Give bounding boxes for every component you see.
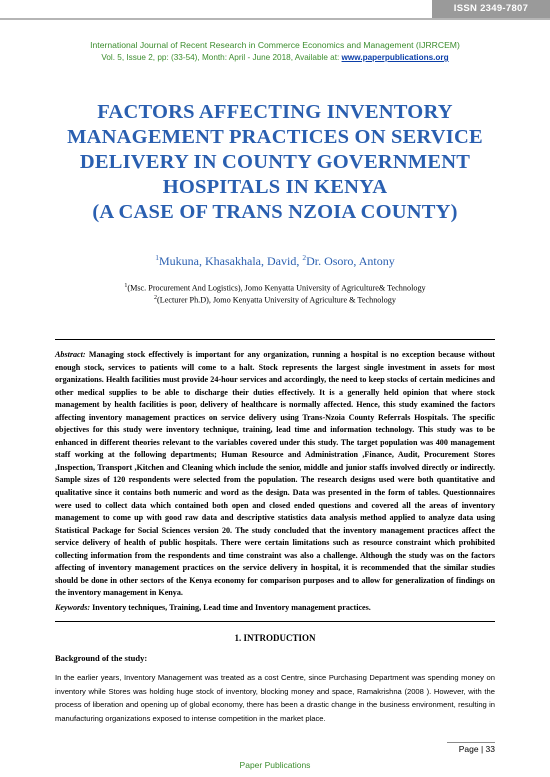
abstract-top-rule bbox=[55, 339, 495, 340]
journal-name: International Journal of Recent Research in Commerce Economics and Management (IJRRCEM) bbox=[90, 40, 460, 50]
page-number: Page | 33 bbox=[458, 744, 495, 754]
author-1: Mukuna, Khasakhala, David, bbox=[159, 254, 303, 268]
keywords-text: Inventory techniques, Training, Lead time and Inventory management practices. bbox=[92, 603, 371, 612]
title-line: FACTORS AFFECTING INVENTORY bbox=[97, 101, 453, 123]
keywords-label: Keywords: bbox=[55, 603, 91, 612]
website-link[interactable]: www.paperpublications.org bbox=[341, 53, 449, 62]
abstract-label: Abstract: bbox=[55, 350, 86, 359]
affiliation-1-text: (Msc. Procurement And Logistics), Jomo Kenyatta University of Agriculture& Technology bbox=[127, 283, 426, 293]
title-line: HOSPITALS IN KENYA bbox=[162, 176, 388, 198]
author-2-sup: 2 bbox=[302, 253, 307, 262]
issn-badge: ISSN 2349-7807 bbox=[432, 0, 550, 18]
affiliation-1 bbox=[0, 283, 550, 293]
affiliation-2-text: (Lecturer Ph.D), Jomo Kenyatta University of Agriculture & Technology bbox=[157, 295, 396, 305]
keywords bbox=[55, 603, 495, 612]
affiliation-1-sup: 1 bbox=[124, 283, 128, 289]
section-subheading: Background of the study: bbox=[55, 653, 148, 663]
author-2: Dr. Osoro, Antony bbox=[306, 254, 395, 268]
title-line: (A CASE OF TRANS NZOIA COUNTY) bbox=[92, 201, 458, 223]
authors bbox=[0, 253, 550, 269]
title-line: MANAGEMENT PRACTICES ON SERVICE bbox=[67, 126, 483, 148]
abstract-text: Managing stock effectively is important for any organization, running a hospital is no exception because without enough stock, services to patients will come to a halt. Stock represents the largest single investment in assets for most organizations. Health facilities must provide 24-hour services and accordingly, the need to keep stocks of certain medicines and other medical supplies to be able to discharge their duties effectively. It is a generally held opinion that where stock management by health facilities is poor, delivery of healthcare is normally affected. Hence, this study examined the factors affecting inventory management practices on service delivery using Trans-Nzoia County Referrals Hospitals. The specific objectives for this study were inventory technique, training, lead time and information technology. This study was to be enhanced in different theories relevant to the variables covered under this study. The target population was 400 management staff working at the following departments; Human Resource and Administration ,Finance, Audit, Procurement Stores ,Inspection, Transport ,Kitchen and Cleaning which include the senior, middle and junior staffs involved directly or indirectly. Sample sizes of 120 respondents were selected from the population. The research designs used were both quantitative and qualitative since it contains both numeric and word as the design. Data was presented in the form of tables. Questionnaires were used to collect data which contained both open and closed ended questions and covered all the areas of inventory management to come up with good raw data and descriptive statistics data analysis method applied to analyze data using Statistical Package for Social Sciences version 20. The study concluded that the inventory management practices affect the service delivery of health of public hospitals. There were certain limitations such as resource constraint which prohibited collecting information from the respondents and time constraint was also a challenge. Although the study was on the factors affecting of inventory management practices on the service delivery in hospital, it is recommended that the similar studies should be done in other sectors of the Kenya economy for comparison purposes and to allow for generalization of findings on the inventory management in Kenya. bbox=[55, 350, 495, 598]
affiliation-2-sup: 2 bbox=[154, 295, 158, 301]
paper-title bbox=[40, 100, 510, 225]
introduction-text: In the earlier years, Inventory Management was treated as a cost Centre, since Purchasing Department was spending money on inventory while Stores was holding huge stock of inventory, blocking money and space, Ramakrishna (2008 ). However, with the process of liberation and opening up of global economy, there has been a drastic change in the business environment, resulting in manufacturing organizations exposed to intense competition in the market place. bbox=[55, 673, 495, 723]
header-rule bbox=[0, 18, 550, 20]
author-1-sup: 1 bbox=[155, 253, 160, 262]
abstract bbox=[55, 349, 495, 600]
title-line: DELIVERY IN COUNTY GOVERNMENT bbox=[79, 151, 471, 173]
volume-text: Vol. 5, Issue 2, pp: (33-54), Month: April - June 2018, Available at: bbox=[101, 53, 342, 62]
affiliation-2 bbox=[0, 295, 550, 305]
volume-info bbox=[0, 53, 550, 62]
page-number-rule bbox=[447, 742, 495, 743]
abstract-bottom-rule bbox=[55, 621, 495, 622]
section-title: 1. INTRODUCTION bbox=[234, 633, 316, 643]
publisher-footer: Paper Publications bbox=[239, 760, 311, 770]
